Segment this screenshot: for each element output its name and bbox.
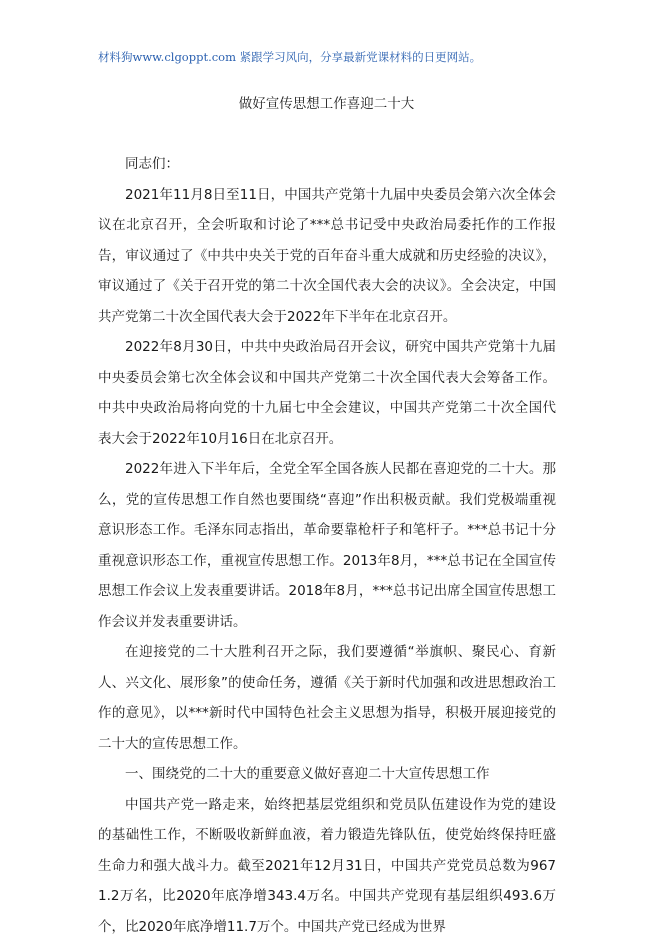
document-title: 做好宣传思想工作喜迎二十大 — [0, 92, 653, 112]
paragraph: 中国共产党一路走来，始终把基层党组织和党员队伍建设作为党的建设的基础性工作，不断吸收新鲜血液，着力锻造先锋队伍，使党始终保持旺盛生命力和强大战斗力。截至2021年12月31日，中国共产党党员总数为9671.2万名，比2020年底净增343.4万名。中国共产党现有基层组织493.6万个，比2020年底净增11.7万个。中国共产党已经成为世界 — [98, 790, 556, 942]
paragraph: 2022年进入下半年后，全党全军全国各族人民都在喜迎党的二十大。那么，党的宣传思想工作自然也要围绕“喜迎”作出积极贡献。我们党极端重视意识形态工作。毛泽东同志指出，革命要靠枪杆子和笔杆子。***总书记十分重视意识形态工作，重视宣传思想工作。2013年8月，***总书记在全国宣传思想工作会议上发表重要讲话。2018年8月，***总书记出席全国宣传思想工作会议并发表重要讲话。 — [98, 454, 556, 637]
paragraph: 2022年8月30日，中共中央政治局召开会议，研究中国共产党第十九届中央委员会第七次全体会议和中国共产党第二十次全国代表大会筹备工作。中共中央政治局将向党的十九届七中全会建议，中国共产党第二十次全国代表大会于2022年10月16日在北京召开。 — [98, 332, 556, 454]
paragraph: 2021年11月8日至11日，中国共产党第十九届中央委员会第六次全体会议在北京召开，全会听取和讨论了***总书记受中央政治局委托作的工作报告，审议通过了《中共中央关于党的百年奋斗重大成就和历史经验的决议》，审议通过了《关于召开党的第二十次全国代表大会的决议》。全会决定，中国共产党第二十次全国代表大会于2022年下半年在北京召开。 — [98, 180, 556, 333]
section-heading: 一、围绕党的二十大的重要意义做好喜迎二十大宣传思想工作 — [98, 759, 556, 790]
salutation: 同志们： — [98, 149, 556, 180]
document-body — [98, 149, 556, 942]
paragraph: 在迎接党的二十大胜利召开之际，我们要遵循“举旗帜、聚民心、育新人、兴文化、展形象”的使命任务，遵循《关于新时代加强和改进思想政治工作的意见》，以***新时代中国特色社会主义思想为指导，积极开展迎接党的二十大的宣传思想工作。 — [98, 637, 556, 759]
page-header: 材料狗www.clgoppt.com 紧跟学习风向，分享最新党课材料的日更网站。 — [98, 49, 481, 65]
